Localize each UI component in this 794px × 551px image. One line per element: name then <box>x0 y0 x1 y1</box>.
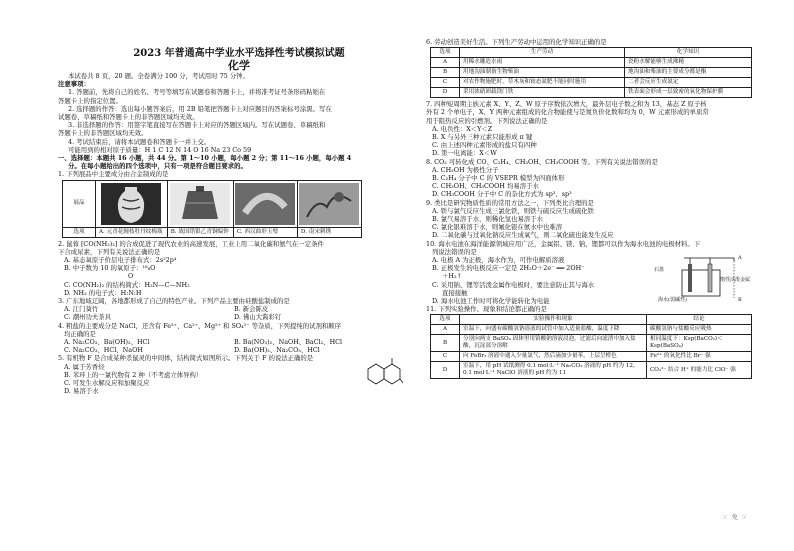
graphite-label: 石墨 <box>654 267 665 274</box>
q1-opt-b: B. 战国错银乙青铜编钟 <box>167 227 233 237</box>
q3-opts-cd <box>58 313 420 321</box>
q5-opt-c: C. 可发生水解反应和加聚反应 <box>64 379 150 388</box>
q6-row-d-labor: 采用浓硝卸载镁门铁 <box>460 88 625 98</box>
molecule-structure-icon <box>360 357 404 395</box>
q6-row-d-knowledge: 铁表面会形成一层致密的氧化物保护膜 <box>625 88 752 98</box>
q2-line-1: 2. 鼠蓉 [CO(NH₂)₂] 的合成促进了现代农业的高速发展，工业上用二氧化碳和氨气在一定条件 <box>58 239 324 248</box>
q4-opt-b: B. Ba(NO₃)₂、NaOH、BaCl₂、HCl <box>234 338 343 347</box>
note-2b: 试题卷、草稿纸和答题卡上的非答题区域均无效。 <box>58 113 199 122</box>
q6-row-c-key: C <box>431 78 460 88</box>
q11-row-d-key: D <box>431 362 460 379</box>
q10-line-2: 列说法错误的是 <box>432 247 477 256</box>
q11-head-conclusion: 结论 <box>647 315 752 325</box>
q6-table <box>430 47 752 98</box>
notes-label: 注意事项： <box>58 80 90 89</box>
jade-photo-icon <box>235 183 295 225</box>
q2-opt-c: C. CO(NH₂)₂ 的结构简式：H₂N—C—NH₂ <box>64 280 190 289</box>
q11-row-a-op: 室温下，向盛有碳酸氢钠溶液的试管中加入适量盐酸，温度下降 <box>460 325 647 335</box>
q6-row-a-labor: 用稀水雕造水雨 <box>460 58 625 68</box>
q6-head-option: 选项 <box>431 48 460 58</box>
q2-opt-a: A. 基态氧原子价层电子排布式：2s²2p⁴ <box>64 256 177 265</box>
q7-line-3: 用于阻热反应的引燃剂。下列说法正确的是 <box>426 116 548 125</box>
q4-opts-ab <box>58 338 420 346</box>
q5-opt-d: D. 易溶于水 <box>64 387 99 396</box>
subject-title: 化学 <box>228 59 250 72</box>
q1-image-b <box>167 180 233 227</box>
q6-row-b-knowledge: 地沟油和柴油的主要成分都是酯 <box>625 68 752 78</box>
exam-title: 2023 年普通高中学业水平选择性考试模拟试题 <box>133 48 345 59</box>
q3-opt-d: D. 佛山大酱彩钉 <box>234 313 282 322</box>
q1-stem: 1. 下列展品中主要成分由合金制成的是 <box>58 170 169 179</box>
q6-stem: 6. 劳动创造美好生活。下列生产劳动中运用的化学知识正确的是 <box>426 38 607 46</box>
vase-photo-icon <box>101 183 161 225</box>
q6-head-knowledge: 化学知识 <box>625 48 752 58</box>
q1-opt-d: D. 南宋刺绣 <box>297 227 361 237</box>
q10-line-1: 10. 海水电池在海洋能源领域应用广泛，金属铝、镁、钠、锂都可以作为海水电池的电极材料。下 <box>426 239 701 248</box>
q11-head-operation: 实验操作和现象 <box>460 315 647 325</box>
q6-row-c-knowledge: 二者会反应生成氮定 <box>625 78 752 88</box>
q7-opt-b: B. X 与另外三种元素只能形成 π 键 <box>432 133 533 142</box>
q8-opt-b: B. C₂H₄ 分子中 C 的 VSEPR 模型为四面体形 <box>432 174 565 183</box>
section-heading-2: 分。在每小题给出的四个选项中，只有一项是符合题目要求的。 <box>68 162 247 171</box>
q7-opt-a: A. 电负性：X＜Y＜Z <box>432 124 493 133</box>
atomic-masses: 可能用到的相对原子质量：H 1 C 12 N 14 O 16 Na 23 Co 59 <box>68 145 252 154</box>
q8-opt-c: C. CH₃OH、CH₃COOH 均易溶于水 <box>432 182 539 191</box>
q11-table <box>430 314 752 379</box>
q9-opt-c: C. 氯化银难溶于水，则氟化银在氨水中也难溶 <box>432 223 563 232</box>
q11-row-c-key: C <box>431 352 460 362</box>
q3-opt-c: C. 潮州功夫茶具 <box>64 313 112 322</box>
q6-head-labor: 生产劳动 <box>460 48 625 58</box>
notes-intro: 本试卷共 8 页，20 题。全卷满分 100 分，考试用时 75 分钟。 <box>68 72 249 80</box>
q6-row-d-key: D <box>431 88 460 98</box>
q9-opt-a: A. 铁与氯气反应生成三氯化铁，则铁与硫反应生成硫化铁 <box>432 206 595 215</box>
q3-opts-ab <box>58 305 420 313</box>
note-3b: 答题卡上的非答题区域均无效。 <box>58 129 148 138</box>
q1-image-d <box>297 180 361 227</box>
q3-stem: 3. 广东地域辽阔，各地都形成了自己的特色产业。下列产品主要由硅酸盐制成的是 <box>58 297 290 306</box>
q11-row-b-op: 分别向两支 BaSO₄ 固体里用铬酸钠溶液浸泡，过滤后向滤渣中加入盐酸，沉淀部分溶解 <box>460 335 647 352</box>
q3-opt-a: A. 江门葵竹 <box>64 305 99 314</box>
battery-diagram <box>654 252 754 304</box>
q5-opt-a: A. 属于芳香烃 <box>64 362 105 371</box>
left-column <box>58 72 420 396</box>
q2-opt-b: B. 中子数为 10 的氧原子：¹⁸₈O <box>64 264 156 273</box>
q5-line-1: 5. 有机物 F 是合成某种杀鼠灵的中间体，结构简式如图所示。下列关于 F 的说法正确的是 <box>58 354 314 363</box>
q4-opt-c: C. Na₂CO₃、HCl、NaOH <box>64 346 143 355</box>
q9-opt-b: B. 氯气易溶于水，则稀化氢也易溶于水 <box>432 215 544 224</box>
seawater-label: 海水(弱碱性) <box>658 297 687 304</box>
q10-opt-b2: ＋H₂↑ <box>442 272 462 281</box>
q11-row-d-conclusion: CO₃²⁻ 结合 H⁺ 的能力比 ClO⁻ 强 <box>647 362 752 379</box>
q9-line-1: 9. 类比是研究物质性质的常用方法之一，下列类比合理的是 <box>426 198 594 207</box>
q11-row-c-conclusion: Fe²⁺ 的氧化性比 Br⁻ 强 <box>647 352 752 362</box>
q10-options <box>426 256 756 305</box>
q2-opt-d: D. NH₃ 的电子式：H:N:H <box>64 288 142 297</box>
q10-opt-d: D. 海水电池工作时可将化学能转化为电能 <box>432 297 550 306</box>
q7-line-2: 外有 2 个单电子，X、Y 两种元素组成的化合物能使与是氮负价化数和均为 0，W 元素形成的单质常 <box>426 108 709 117</box>
watermark: ☞ 免 ☞ <box>722 514 748 521</box>
q11-stem: 11. 下列实验操作、现象和结论都正确的是 <box>426 305 547 314</box>
q1-opt-a: A. 元青花缠枝牡丹纹梅瓶 <box>96 227 168 237</box>
electrode-b-label: B <box>738 297 742 304</box>
right-column <box>426 38 756 379</box>
q9-opt-d: D. 二氧化碳与过氧化钠反应生成氧气，则二氧化硫也能发生反应 <box>432 231 614 240</box>
q10-opt-c1: C. 采用钠、锂等活泼金属作电极时，要注意防止其与海水 <box>432 280 595 289</box>
metal-label: 惰性活泼金属 <box>720 277 751 284</box>
q5-opt-b: B. 苯环上的一氯代物有 2 种（不考虑立体异构） <box>64 370 203 379</box>
q1-row-label: 展品 <box>63 180 96 227</box>
q6-row-b-labor: 用地沟油制备生物柴油 <box>460 68 625 78</box>
bell-photo-icon <box>170 183 230 225</box>
q2-line-2: 下合成尿素，下列有关说法正确的是 <box>58 247 161 256</box>
q11-head-option: 选项 <box>431 315 460 325</box>
q3-opt-b: B. 新会陈皮 <box>234 305 269 314</box>
q7-line-1: 7. 四种短周期主族元素 X、Y、Z、W 原子序数依次增大，最外层电子数之和为 13，基态 Z 原子核 <box>426 100 707 109</box>
q11-row-a-key: A <box>431 325 460 335</box>
note-1b: 答题卡上的指定位置。 <box>58 96 122 105</box>
q2-opt-c-oxygen: O <box>128 272 134 281</box>
q6-row-b-key: B <box>431 68 460 78</box>
q11-row-b-key: B <box>431 335 460 352</box>
q11-row-b-conclusion: 相同温度下：Ksp(BaCO₃)＜Ksp(BaSO₄) <box>647 335 752 352</box>
q6-row-a-key: A <box>431 58 460 68</box>
q6-row-c-labor: 对农作物施肥时，草木灰和铵态氮肥不能同时施用 <box>460 78 625 88</box>
q8-opt-d: D. CH₃COOH 分子中 C 的杂化方式为 sp²、sp³ <box>432 190 572 199</box>
q4-opt-a: A. Na₂CO₃、Ba(OH)₂、HCl <box>64 338 150 347</box>
note-1a: 1. 答题前，先将自己的姓名、考号等填写在试题卷和答题卡上，并将准考证号条形码粘贴在 <box>68 88 326 97</box>
electrode-a-label: A <box>738 255 742 262</box>
q6-row-a-knowledge: 瓷粉水解能够生成沸精 <box>625 58 752 68</box>
q1-image-c <box>233 180 297 227</box>
q8-opt-a: A. CH₃OH 为极性分子 <box>432 165 499 174</box>
q8-line-1: 8. CO₂ 可转化成 CO、C₂H₄、CH₃OH、CH₃COOH 等。下列有关说法错误的是 <box>426 157 658 166</box>
q4-opt-d: D. Ba(OH)₂、Na₂CO₃、HCl <box>234 346 320 355</box>
q10-opt-b1: B. 正极发生的电极反应一定是 2H₂O＋2e⁻ ══ 2OH⁻ <box>432 264 585 273</box>
note-2a: 2. 选择题的作答：选出每小题答案后，用 2B 铅笔把答题卡上对应题目的答案标号涂黑。写在 <box>68 104 332 113</box>
q4-opts-cd <box>58 346 420 354</box>
embroidery-photo-icon <box>299 183 359 225</box>
q1-image-a <box>96 180 168 227</box>
q7-opt-c: C. 由上述四种元素形成的盐只有四种 <box>432 141 537 150</box>
q1-opt-c: C. 西汉曲形玉璧 <box>233 227 297 237</box>
note-3a: 3. 非选择题的作答：用签字笔直接写在答题卡上对应的答题区域内。写在试题卷、草稿纸和 <box>68 121 326 130</box>
q11-row-d-op: 室温下，用 pH 试纸测得 0.1 mol·L⁻¹ Na₂CO₃ 溶液的 pH 约为 12，0.1 mol·L⁻¹ NaClO 溶液的 pH 约为 11 <box>460 362 647 379</box>
q10-opt-a: A. 电极 A 为正极，海水作为，可作电解质溶液 <box>432 256 565 265</box>
q7-opt-d: D. 第一电离能：X＜W <box>432 149 497 158</box>
q4-line-2: 均正确的是 <box>64 329 96 338</box>
section-heading-1: 一、选择题：本题共 16 小题，共 44 分。第 1～10 小题，每小题 2 分；第 11～16 小题，每小题 4 <box>58 154 352 163</box>
q10-opt-c2: 直接接触 <box>442 288 468 297</box>
q4-line-1: 4. 粗盐的主要成分是 NaCl，还含有 Fe³⁺、Ca²⁺、Mg²⁺ 和 SO₄²⁻ 等杂质，下列提纯的试剂和顺序 <box>58 321 342 330</box>
q11-row-a-conclusion: 碳酸氢钠与盐酸反应吸热 <box>647 325 752 335</box>
q1-opt-label: 选项 <box>63 227 96 237</box>
q11-row-c-op: 向 FeBr₂ 溶液中通入少量氯气，然后滴加少量苯，上层呈橙色 <box>460 352 647 362</box>
q1-table <box>62 180 362 238</box>
q5-options <box>58 363 420 396</box>
note-4: 4. 考试结束后，请将本试题卷和答题卡一并上交。 <box>68 137 211 146</box>
